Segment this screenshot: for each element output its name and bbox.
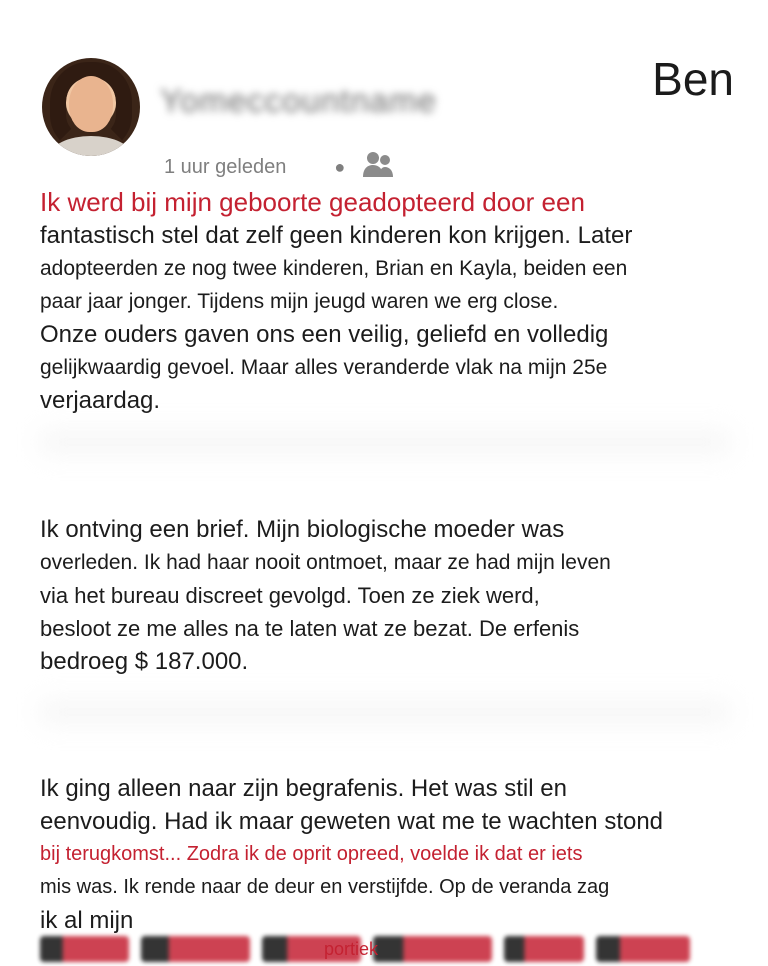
- post-line: adopteerden ze nog twee kinderen, Brian en Kayla, beiden een: [40, 257, 628, 280]
- avatar-face: [69, 76, 113, 132]
- post-paragraph-1: [40, 186, 730, 417]
- post-line: Ik ontving een brief. Mijn biologische moeder was: [40, 516, 565, 543]
- meta-separator-dot: ●: [334, 156, 346, 177]
- post-line: gelijkwaardig gevoel. Maar alles veranderde vlak na mijn 25e: [40, 356, 608, 379]
- post-time: 1 uur geleden: [164, 155, 287, 178]
- post-line: overleden. Ik had haar nooit ontmoet, maar ze had mijn leven: [40, 551, 611, 574]
- post-line: Ik ging alleen naar zijn begrafenis. Het was stil en: [40, 775, 567, 802]
- post-line: fantastisch stel dat zelf geen kinderen kon krijgen. Later: [40, 222, 633, 249]
- blurred-spacer: [40, 430, 730, 454]
- brand-label: Ben: [652, 53, 734, 105]
- post-line: verjaardag.: [40, 387, 161, 414]
- friends-audience-icon[interactable]: [361, 149, 395, 185]
- post-line: mis was. Ik rende naar de deur en verstijfde. Op de veranda zag: [40, 876, 610, 898]
- username[interactable]: Yomeccountname: [160, 82, 437, 119]
- post-line: eenvoudig. Had ik maar geweten wat me te wachten stond: [40, 808, 664, 835]
- post-line: besloot ze me alles na te laten wat ze bezat. De erfenis: [40, 616, 580, 641]
- blurred-spacer: [40, 700, 730, 724]
- post-line: via het bureau discreet gevolgd. Toen ze ziek werd,: [40, 583, 540, 608]
- post-line: Onze ouders gaven ons een veilig, geliefd en volledig: [40, 321, 609, 348]
- post-meta: [164, 149, 395, 185]
- post-line: bedroeg $ 187.000.: [40, 648, 249, 675]
- post-paragraph-2: [40, 513, 730, 678]
- post-line: ik al mijn: [40, 907, 134, 934]
- bottom-label: portiek: [324, 939, 379, 959]
- post-line: Ik werd bij mijn geboorte geadopteerd door een: [40, 187, 585, 217]
- post-line: paar jaar jonger. Tijdens mijn jeugd waren we erg close.: [40, 290, 559, 313]
- post-paragraph-3: [40, 772, 730, 937]
- post-line: bij terugkomst... Zodra ik de oprit opreed, voelde ik dat er iets: [40, 843, 583, 865]
- avatar[interactable]: [42, 58, 140, 156]
